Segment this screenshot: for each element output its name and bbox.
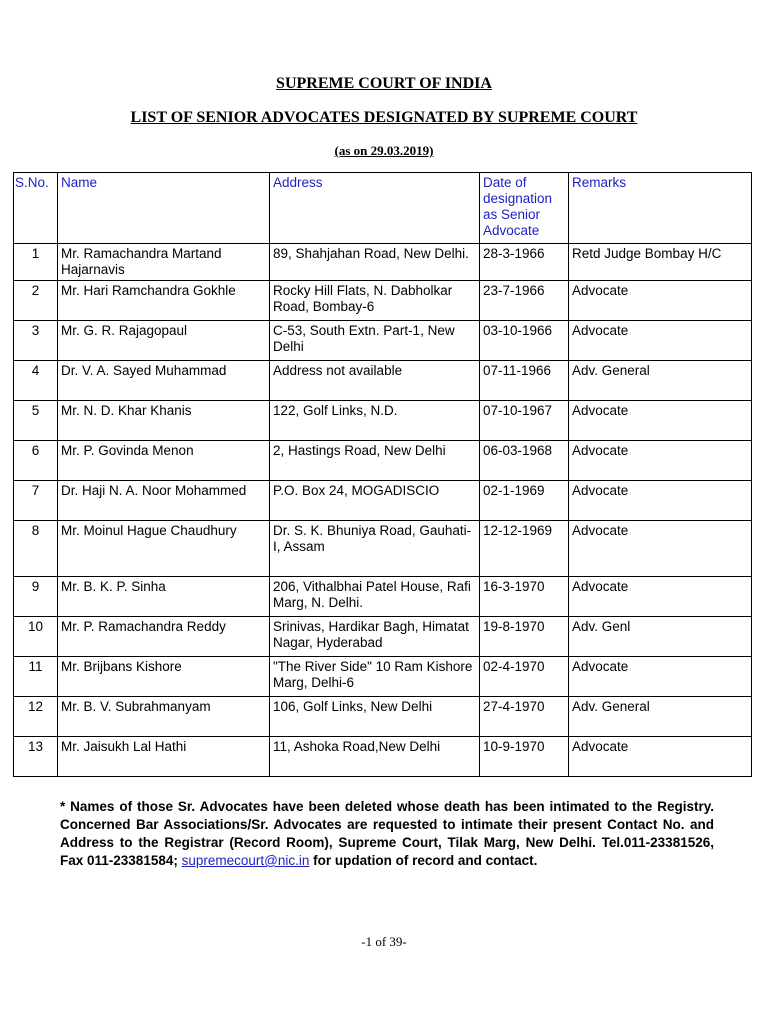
cell-address: Rocky Hill Flats, N. Dabholkar Road, Bombay-6: [270, 281, 480, 321]
cell-remarks: Advocate: [569, 481, 752, 521]
list-subtitle: LIST OF SENIOR ADVOCATES DESIGNATED BY SUPREME COURT: [130, 109, 638, 126]
table-row: [14, 697, 752, 737]
column-header-remarks: Remarks: [569, 173, 752, 244]
cell-date: 07-10-1967: [480, 401, 569, 441]
table-header-row: [14, 173, 752, 244]
cell-date: 02-4-1970: [480, 657, 569, 697]
cell-sno: 8: [14, 521, 58, 577]
column-header-name: Name: [58, 173, 270, 244]
cell-name: Dr. V. A. Sayed Muhammad: [58, 361, 270, 401]
cell-remarks: Advocate: [569, 401, 752, 441]
table-row: [14, 441, 752, 481]
cell-date: 28-3-1966: [480, 244, 569, 281]
cell-name: Mr. G. R. Rajagopaul: [58, 321, 270, 361]
column-header-date: Date of designation as Senior Advocate: [480, 173, 569, 244]
cell-address: Dr. S. K. Bhuniya Road, Gauhati-I, Assam: [270, 521, 480, 577]
as-on-date: (as on 29.03.2019): [334, 143, 434, 158]
cell-name: Mr. B. V. Subrahmanyam: [58, 697, 270, 737]
cell-address: 106, Golf Links, New Delhi: [270, 697, 480, 737]
cell-address: 2, Hastings Road, New Delhi: [270, 441, 480, 481]
cell-name: Dr. Haji N. A. Noor Mohammed: [58, 481, 270, 521]
cell-address: "The River Side" 10 Ram Kishore Marg, Delhi-6: [270, 657, 480, 697]
cell-name: Mr. P. Ramachandra Reddy: [58, 617, 270, 657]
cell-date: 27-4-1970: [480, 697, 569, 737]
cell-sno: 9: [14, 577, 58, 617]
note-text: * Names of those Sr. Advocates have been deleted whose death has been intimated to the Registry. Concerned Bar Associations/Sr. Advocates are requested to intimate their present Contact No. and Address to the Registrar (Record Room), Supreme Court, Tilak Marg, New Delhi. Tel.011-23381526, Fax 011-23381584;: [60, 799, 714, 868]
table-row: [14, 657, 752, 697]
table-row: [14, 321, 752, 361]
cell-sno: 7: [14, 481, 58, 521]
cell-date: 19-8-1970: [480, 617, 569, 657]
cell-sno: 12: [14, 697, 58, 737]
cell-date: 07-11-1966: [480, 361, 569, 401]
cell-remarks: Advocate: [569, 321, 752, 361]
table-row: [14, 521, 752, 577]
table-row: [14, 737, 752, 777]
cell-remarks: Retd Judge Bombay H/C: [569, 244, 752, 281]
cell-name: Mr. Ramachandra Martand Hajarnavis: [58, 244, 270, 281]
table-row: [14, 481, 752, 521]
cell-sno: 5: [14, 401, 58, 441]
cell-remarks: Advocate: [569, 441, 752, 481]
page-title: SUPREME COURT OF INDIA: [276, 75, 492, 92]
table-row: [14, 577, 752, 617]
cell-date: 12-12-1969: [480, 521, 569, 577]
cell-remarks: Advocate: [569, 737, 752, 777]
cell-address: 206, Vithalbhai Patel House, Rafi Marg, N. Delhi.: [270, 577, 480, 617]
cell-date: 10-9-1970: [480, 737, 569, 777]
cell-date: 03-10-1966: [480, 321, 569, 361]
table-row: [14, 281, 752, 321]
cell-name: Mr. Jaisukh Lal Hathi: [58, 737, 270, 777]
cell-date: 23-7-1966: [480, 281, 569, 321]
table-row: [14, 361, 752, 401]
cell-sno: 3: [14, 321, 58, 361]
cell-address: P.O. Box 24, MOGADISCIO: [270, 481, 480, 521]
column-header-address: Address: [270, 173, 480, 244]
cell-remarks: Adv. Genl: [569, 617, 752, 657]
cell-address: 122, Golf Links, N.D.: [270, 401, 480, 441]
cell-name: Mr. Moinul Hague Chaudhury: [58, 521, 270, 577]
cell-address: 89, Shahjahan Road, New Delhi.: [270, 244, 480, 281]
table-row: [14, 401, 752, 441]
deletion-note: [60, 798, 714, 870]
table-row: [14, 244, 752, 281]
cell-address: Srinivas, Hardikar Bagh, Himatat Nagar, Hyderabad: [270, 617, 480, 657]
cell-sno: 10: [14, 617, 58, 657]
cell-name: Mr. P. Govinda Menon: [58, 441, 270, 481]
cell-date: 02-1-1969: [480, 481, 569, 521]
email-link[interactable]: supremecourt@nic.in: [181, 853, 310, 868]
note-tail: for updation of record and contact.: [313, 853, 538, 868]
cell-remarks: Adv. General: [569, 697, 752, 737]
cell-remarks: Advocate: [569, 657, 752, 697]
cell-address: 11, Ashoka Road,New Delhi: [270, 737, 480, 777]
cell-sno: 1: [14, 244, 58, 281]
cell-address: Address not available: [270, 361, 480, 401]
cell-sno: 13: [14, 737, 58, 777]
cell-sno: 6: [14, 441, 58, 481]
table-row: [14, 617, 752, 657]
column-header-sno: S.No.: [14, 173, 58, 244]
cell-address: C-53, South Extn. Part-1, New Delhi: [270, 321, 480, 361]
cell-sno: 11: [14, 657, 58, 697]
cell-name: Mr. Hari Ramchandra Gokhle: [58, 281, 270, 321]
cell-name: Mr. Brijbans Kishore: [58, 657, 270, 697]
cell-date: 06-03-1968: [480, 441, 569, 481]
page-number: -1 of 39-: [361, 934, 407, 949]
cell-sno: 4: [14, 361, 58, 401]
cell-sno: 2: [14, 281, 58, 321]
cell-name: Mr. N. D. Khar Khanis: [58, 401, 270, 441]
cell-name: Mr. B. K. P. Sinha: [58, 577, 270, 617]
cell-date: 16-3-1970: [480, 577, 569, 617]
cell-remarks: Advocate: [569, 521, 752, 577]
cell-remarks: Advocate: [569, 577, 752, 617]
cell-remarks: Advocate: [569, 281, 752, 321]
cell-remarks: Adv. General: [569, 361, 752, 401]
senior-advocates-table: [13, 172, 752, 777]
